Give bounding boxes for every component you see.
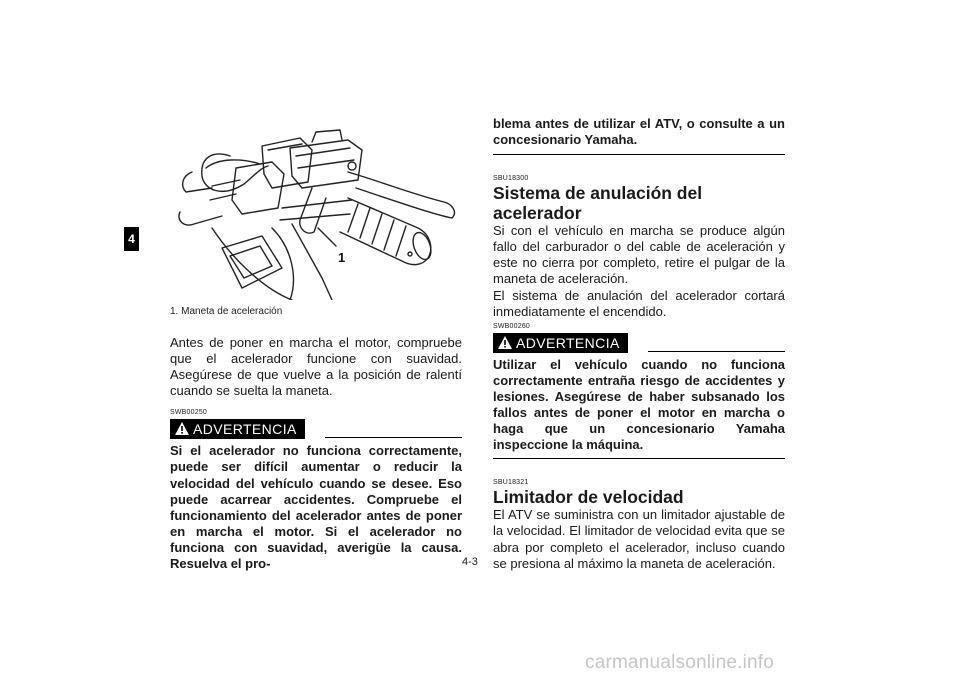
section-code: SBU18321 xyxy=(493,479,529,487)
section-title: Limitador de velocidad xyxy=(493,487,684,508)
warning-label: ADVERTENCIA xyxy=(516,334,620,351)
warning-header xyxy=(493,331,785,353)
warning-text: Utilizar el vehículo cuando no funciona correctamente entraña riesgo de accidentes y lesiones. Asegúrese de haber subsanado los fallos antes de poner el motor en marcha o haga que un concesionario Yamaha inspeccione la máquina. xyxy=(493,356,785,453)
section-code: SBU18300 xyxy=(493,175,529,183)
warning-header xyxy=(170,417,462,439)
intro-paragraph: Antes de poner en marcha el motor, compruebe que el acelerador funcione con suavidad. Asegúrese de que vuelve a la posición de ralentí cuando se suelta la maneta. xyxy=(170,335,462,399)
watermark: carmanualsonline.info xyxy=(585,652,775,673)
warning-triangle-icon xyxy=(497,335,513,351)
page-number: 4-3 xyxy=(462,556,478,568)
figure-callout-number: 1 xyxy=(338,250,346,265)
warning-rule xyxy=(648,351,785,352)
warning-text: Si el acelerador no funciona correctamente, puede ser difícil aumentar o reducir la velocidad del vehículo cuando se desee. Eso puede acarrear accidentes. Compruebe el funcionamiento del acelerador antes de poner en marcha el motor. Si el acelerador no funciona con suavidad, averigüe la causa. Resuelva el pro- xyxy=(170,443,462,572)
warning-end-rule xyxy=(493,154,785,155)
chapter-tab: 4 xyxy=(124,227,139,251)
warning-label: ADVERTENCIA xyxy=(193,421,297,438)
section-title: Sistema de anulación del acelerador xyxy=(493,183,703,224)
left-column xyxy=(170,335,462,572)
warning-badge xyxy=(493,333,628,353)
section-paragraph: El sistema de anulación del acelerador cortará inmediatamente el encendido. xyxy=(493,287,785,319)
section-paragraph: Si con el vehículo en marcha se produce algún fallo del carburador o del cable de aceleración y este no cierra por completo, retire el pulgar de la maneta de aceleración. xyxy=(493,223,785,287)
warning-end-rule xyxy=(493,458,785,459)
section-paragraph: El ATV se suministra con un limitador ajustable de la velocidad. El limitador de velocidad evita que se abra por completo el acelerador, incluso cuando se presiona al máximo la maneta de aceleración. xyxy=(493,507,785,571)
warning-continuation: blema antes de utilizar el ATV, o consulte a un concesionario Yamaha. xyxy=(493,116,785,148)
figure-caption: 1. Maneta de aceleración xyxy=(170,306,283,317)
warning-code: SWB00260 xyxy=(493,322,531,330)
warning-badge xyxy=(170,419,305,439)
warning-rule xyxy=(325,437,462,438)
right-column xyxy=(493,116,785,572)
warning-triangle-icon xyxy=(174,421,190,437)
throttle-lever-illustration xyxy=(172,128,462,300)
warning-code: SWB00250 xyxy=(170,409,208,417)
